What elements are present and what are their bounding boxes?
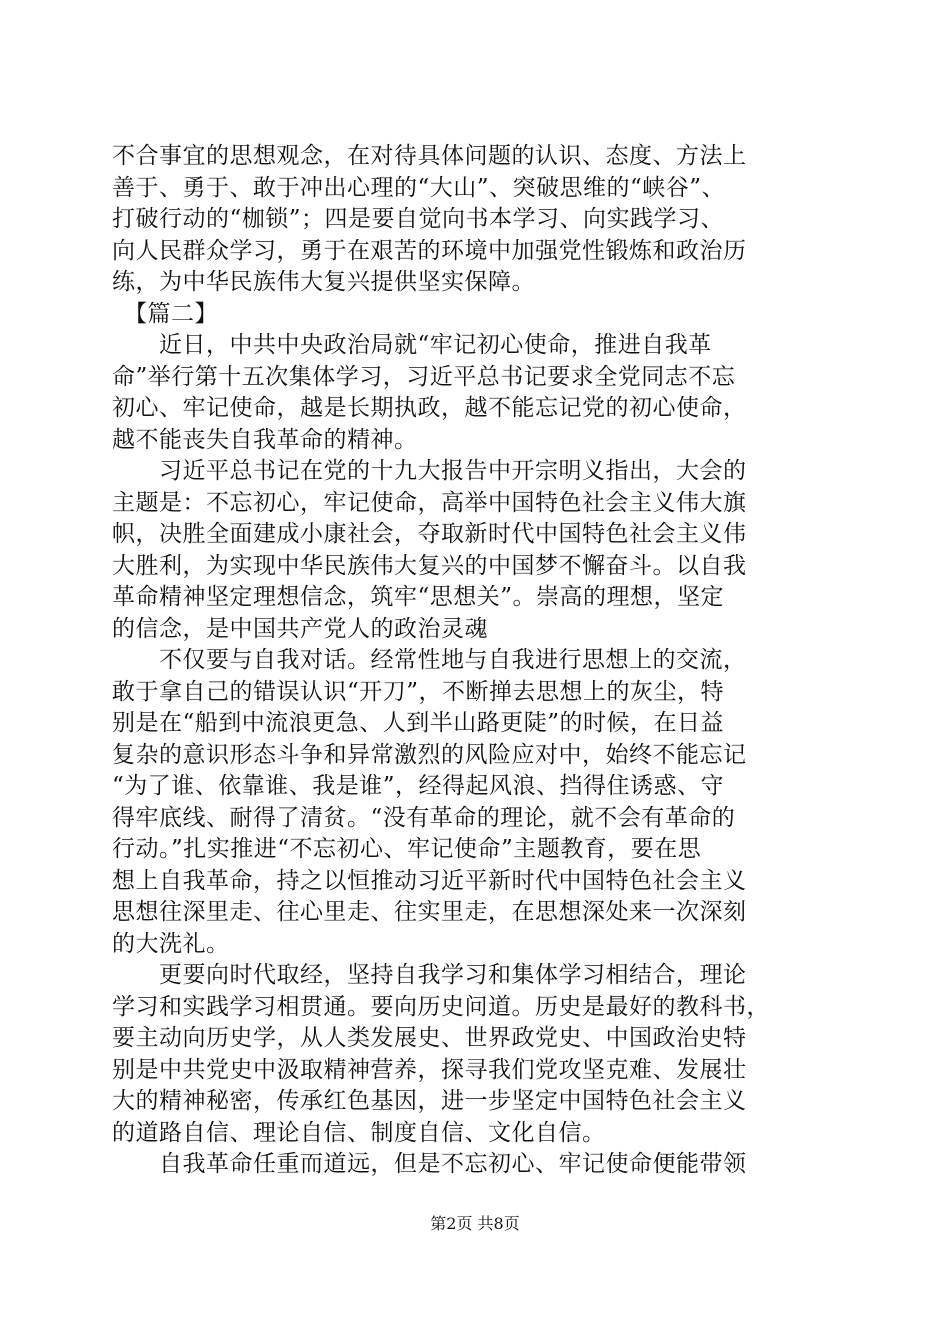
text-line: 的大洗礼。 — [112, 930, 230, 957]
page-footer: 第2页 共8页 — [430, 1214, 520, 1233]
text-line: 命”举行第十五次集体学习，习近平总书记要求全党同志不忘 — [112, 363, 736, 390]
text-line: 的信念，是中国共产党人的政治灵魂 — [112, 615, 488, 642]
text-line: 帜，决胜全面建成小康社会，夺取新时代中国特色社会主义伟 — [112, 521, 747, 547]
text-line: 不仅要与自我对话。经常性地与自我进行思想上的交流， — [112, 647, 747, 673]
text-line: 初心、牢记使命，越是长期执政，越不能忘记党的初心使命， — [112, 395, 747, 421]
text-line: 革命精神坚定理想信念，筑牢“思想关”。崇高的理想，坚定 — [112, 584, 725, 610]
text-line: 打破行动的“枷锁”；四是要自觉向书本学习、向实践学习、 — [112, 206, 725, 232]
text-line: 别是在“船到中流浪更急、人到半山路更陡”的时候，在日益 — [112, 710, 725, 736]
text-line: 越不能丧失自我革命的精神。 — [112, 426, 418, 453]
text-line: 自我革命任重而道远，但是不忘初心、牢记使命便能带领 — [112, 1151, 747, 1177]
text-line: 行动。”扎实推进“不忘初心、牢记使命”主题教育，要在思 — [112, 836, 702, 862]
text-line: 的道路自信、理论自信、制度自信、文化自信。 — [112, 1119, 606, 1146]
document-body — [112, 141, 842, 1181]
text-line: 更要向时代取经，坚持自我学习和集体学习相结合，理论 — [112, 962, 747, 988]
text-line: 要主动向历史学，从人类发展史、世界政党史、中国政治史特 — [112, 1025, 747, 1051]
text-line: 善于、勇于、敢于冲出心理的“大山”、突破思维的“峡谷”、 — [112, 174, 726, 201]
text-line: 敢于拿自己的错误认识“开刀”，不断掸去思想上的灰尘，特 — [112, 678, 725, 705]
text-line: 【篇二】 — [112, 300, 218, 327]
text-line: 近日，中共中央政治局就“牢记初心使命，推进自我革 — [112, 332, 712, 358]
text-line: 学习和实践学习相贯通。要向历史问道。历史是最好的教科书， — [112, 993, 770, 1020]
text-line: 别是中共党史中汲取精神营养，探寻我们党攻坚克难、发展壮 — [112, 1056, 747, 1083]
text-line: 思想往深里走、往心里走、往实里走，在思想深处来一次深刻 — [112, 899, 747, 925]
text-line: 复杂的意识形态斗争和异常激烈的风险应对中，始终不能忘记 — [112, 741, 747, 768]
text-line: 大的精神秘密，传承红色基因，进一步坚定中国特色社会主义 — [112, 1088, 747, 1114]
text-line: 大胜利，为实现中华民族伟大复兴的中国梦不懈奋斗。以自我 — [112, 552, 747, 579]
text-line: 练，为中华民族伟大复兴提供坚实保障。 — [112, 269, 535, 295]
text-line: 向人民群众学习，勇于在艰苦的环境中加强党性锻炼和政治历 — [112, 237, 747, 264]
text-line: 想上自我革命，持之以恒推动习近平新时代中国特色社会主义 — [112, 867, 747, 894]
text-line: 习近平总书记在党的十九大报告中开宗明义指出，大会的 — [112, 458, 747, 484]
text-line: 不合事宜的思想观念，在对待具体问题的认识、态度、方法上 — [112, 143, 747, 169]
text-line: “为了谁、依靠谁、我是谁”，经得起风浪、挡得住诱惑、守 — [112, 773, 725, 799]
text-line: 主题是：不忘初心，牢记使命，高举中国特色社会主义伟大旗 — [112, 489, 747, 516]
text-line: 得牢底线、耐得了清贫。“没有革命的理论，就不会有革命的 — [112, 804, 736, 831]
